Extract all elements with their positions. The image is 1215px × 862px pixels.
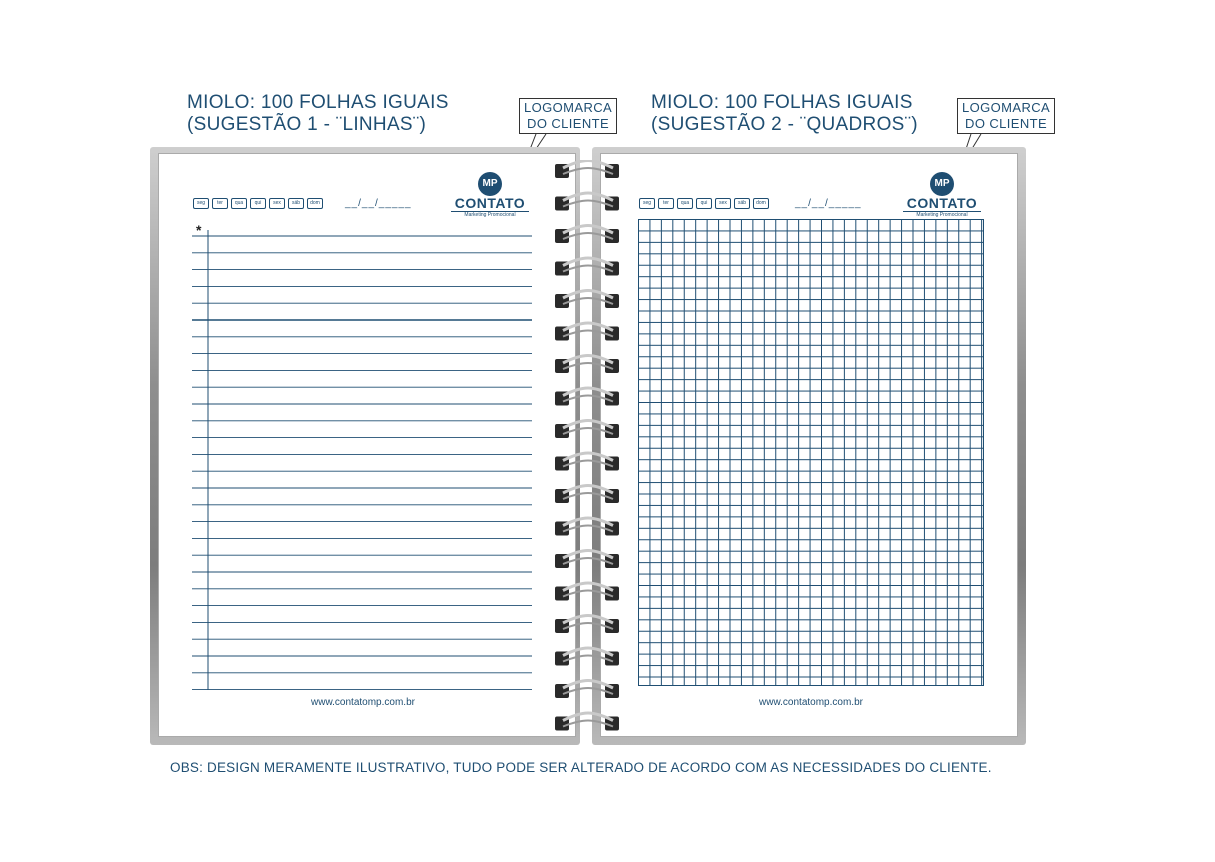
right-page-url: www.contatomp.com.br <box>759 697 863 708</box>
spiral-ring <box>555 291 619 309</box>
spiral-ring <box>555 258 619 276</box>
weekday-box: dom <box>753 198 769 209</box>
spiral-binding <box>553 160 621 735</box>
spiral-ring <box>555 616 619 634</box>
spiral-ring <box>555 421 619 439</box>
right-title-line2: (SUGESTÃO 2 - ¨QUADROS¨) <box>651 114 918 135</box>
right-callout-line1: LOGOMARCA <box>962 100 1051 115</box>
left-title-line2: (SUGESTÃO 1 - ¨LINHAS¨) <box>187 114 427 135</box>
right-callout-line2: DO CLIENTE <box>965 116 1048 131</box>
weekday-box: dom <box>307 198 323 209</box>
weekday-box: qui <box>696 198 712 209</box>
weekday-box: sáb <box>288 198 304 209</box>
weekday-box: seg <box>639 198 655 209</box>
left-logo-callout <box>519 98 617 134</box>
spiral-ring <box>555 453 619 471</box>
left-date-field: __/__/_____ <box>345 198 412 209</box>
spiral-ring <box>555 583 619 601</box>
weekday-box: sáb <box>734 198 750 209</box>
right-page-grid <box>600 153 1018 737</box>
logo-tagline: Marketing Promocional <box>903 211 981 219</box>
spiral-ring <box>555 486 619 504</box>
spiral-ring <box>555 648 619 666</box>
weekday-box: ter <box>658 198 674 209</box>
spiral-ring <box>555 388 619 406</box>
left-title-line1: MIOLO: 100 FOLHAS IGUAIS <box>187 92 449 113</box>
left-callout-line1: LOGOMARCA <box>524 100 613 115</box>
logo-tagline: Marketing Promocional <box>451 211 529 219</box>
spiral-ring <box>555 323 619 341</box>
weekday-box: qui <box>250 198 266 209</box>
spiral-ring <box>555 226 619 244</box>
right-page-title <box>651 92 918 136</box>
right-logo-callout <box>957 98 1055 134</box>
spiral-ring <box>555 551 619 569</box>
right-logo <box>897 172 987 219</box>
lined-page-marker: * <box>196 222 202 238</box>
ruled-lines <box>192 230 534 692</box>
spiral-ring <box>555 193 619 211</box>
right-date-field: __/__/_____ <box>795 198 862 209</box>
spiral-ring <box>555 356 619 374</box>
weekday-box: ter <box>212 198 228 209</box>
logo-mark-icon: MP <box>478 172 502 196</box>
left-weekday-boxes <box>193 198 323 209</box>
spiral-ring <box>555 713 619 731</box>
logo-mark-icon: MP <box>930 172 954 196</box>
weekday-box: qua <box>231 198 247 209</box>
left-page-lined <box>158 153 576 737</box>
disclaimer-note: OBS: DESIGN MERAMENTE ILUSTRATIVO, TUDO PODE SER ALTERADO DE ACORDO COM AS NECESSIDADES DO CLIENTE. <box>170 760 992 775</box>
weekday-box: sex <box>269 198 285 209</box>
logo-name: CONTATO <box>454 195 526 211</box>
weekday-box: sex <box>715 198 731 209</box>
squared-grid <box>638 219 984 686</box>
weekday-box: qua <box>677 198 693 209</box>
spiral-ring <box>555 518 619 536</box>
left-callout-line2: DO CLIENTE <box>527 116 610 131</box>
spiral-ring <box>555 681 619 699</box>
weekday-box: seg <box>193 198 209 209</box>
spiral-ring <box>555 161 619 179</box>
left-page-title <box>187 92 449 136</box>
right-title-line1: MIOLO: 100 FOLHAS IGUAIS <box>651 92 913 113</box>
logo-name: CONTATO <box>906 195 978 211</box>
right-weekday-boxes <box>639 198 769 209</box>
left-page-url: www.contatomp.com.br <box>311 697 415 708</box>
left-logo <box>445 172 535 219</box>
